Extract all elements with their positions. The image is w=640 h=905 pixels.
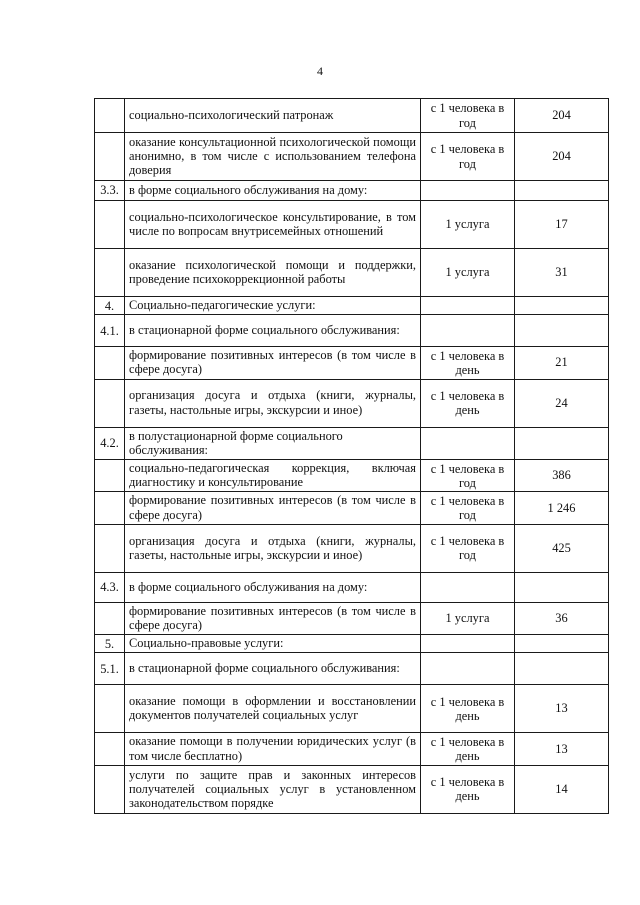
unit-cell bbox=[421, 427, 515, 459]
tariff-value-cell: 31 bbox=[515, 249, 609, 297]
service-description-cell: социально-психологический патронаж bbox=[125, 99, 421, 133]
table-row bbox=[95, 765, 609, 813]
service-description-cell: оказание психологической помощи и поддержки, проведение психокоррекционной работы bbox=[125, 249, 421, 297]
row-number-cell bbox=[95, 347, 125, 379]
table-row bbox=[95, 733, 609, 765]
table-row bbox=[95, 99, 609, 133]
services-table bbox=[94, 98, 609, 814]
tariff-value-cell: 204 bbox=[515, 133, 609, 181]
row-number-cell: 4.3. bbox=[95, 572, 125, 602]
table-row bbox=[95, 635, 609, 653]
service-description-cell: оказание консультационной психологической помощи анонимно, в том числе с использованием телефона доверия bbox=[125, 133, 421, 181]
tariff-value-cell: 1 246 bbox=[515, 492, 609, 524]
unit-cell: с 1 человека в год bbox=[421, 133, 515, 181]
table-row bbox=[95, 427, 609, 459]
unit-cell bbox=[421, 315, 515, 347]
row-number-cell bbox=[95, 460, 125, 492]
tariff-value-cell: 17 bbox=[515, 201, 609, 249]
table-row bbox=[95, 653, 609, 685]
unit-cell: 1 услуга bbox=[421, 201, 515, 249]
tariff-value-cell bbox=[515, 181, 609, 201]
table-row bbox=[95, 201, 609, 249]
table-row bbox=[95, 602, 609, 634]
tariff-value-cell bbox=[515, 572, 609, 602]
tariff-value-cell: 24 bbox=[515, 379, 609, 427]
row-number-cell bbox=[95, 133, 125, 181]
unit-cell bbox=[421, 181, 515, 201]
table-row bbox=[95, 181, 609, 201]
row-number-cell: 4.2. bbox=[95, 427, 125, 459]
service-description-cell: в полустационарной форме социального обслуживания: bbox=[125, 427, 421, 459]
service-description-cell: формирование позитивных интересов (в том числе в сфере досуга) bbox=[125, 492, 421, 524]
table-row bbox=[95, 685, 609, 733]
table-row bbox=[95, 249, 609, 297]
tariff-value-cell bbox=[515, 635, 609, 653]
service-description-cell: социально-педагогическая коррекция, включая диагностику и консультирование bbox=[125, 460, 421, 492]
tariff-value-cell: 13 bbox=[515, 733, 609, 765]
row-number-cell bbox=[95, 379, 125, 427]
services-table-body bbox=[95, 99, 609, 814]
service-description-cell: в стационарной форме социального обслуживания: bbox=[125, 653, 421, 685]
service-description-cell: Социально-правовые услуги: bbox=[125, 635, 421, 653]
tariff-value-cell: 204 bbox=[515, 99, 609, 133]
tariff-value-cell bbox=[515, 297, 609, 315]
tariff-value-cell bbox=[515, 653, 609, 685]
table-row bbox=[95, 460, 609, 492]
row-number-cell: 5.1. bbox=[95, 653, 125, 685]
unit-cell: 1 услуга bbox=[421, 602, 515, 634]
row-number-cell bbox=[95, 249, 125, 297]
row-number-cell: 3.3. bbox=[95, 181, 125, 201]
table-row bbox=[95, 347, 609, 379]
service-description-cell: Социально-педагогические услуги: bbox=[125, 297, 421, 315]
service-description-cell: организация досуга и отдыха (книги, журналы, газеты, настольные игры, экскурсии и иное) bbox=[125, 524, 421, 572]
tariff-value-cell bbox=[515, 427, 609, 459]
service-description-cell: оказание помощи в получении юридических услуг (в том числе бесплатно) bbox=[125, 733, 421, 765]
service-description-cell: социально-психологическое консультирование, в том числе по вопросам внутрисемейных отношений bbox=[125, 201, 421, 249]
unit-cell: с 1 человека в год bbox=[421, 99, 515, 133]
unit-cell bbox=[421, 572, 515, 602]
service-description-cell: формирование позитивных интересов (в том числе в сфере досуга) bbox=[125, 347, 421, 379]
tariff-value-cell: 386 bbox=[515, 460, 609, 492]
row-number-cell: 4. bbox=[95, 297, 125, 315]
unit-cell: с 1 человека в день bbox=[421, 379, 515, 427]
row-number-cell: 5. bbox=[95, 635, 125, 653]
unit-cell: с 1 человека в день bbox=[421, 347, 515, 379]
service-description-cell: оказание помощи в оформлении и восстановлении документов получателей социальных услуг bbox=[125, 685, 421, 733]
tariff-value-cell: 425 bbox=[515, 524, 609, 572]
row-number-cell bbox=[95, 524, 125, 572]
service-description-cell: в форме социального обслуживания на дому: bbox=[125, 572, 421, 602]
row-number-cell bbox=[95, 733, 125, 765]
table-row bbox=[95, 524, 609, 572]
tariff-value-cell: 36 bbox=[515, 602, 609, 634]
service-description-cell: услуги по защите прав и законных интересов получателей социальных услуг в установленном законодательством порядке bbox=[125, 765, 421, 813]
tariff-value-cell: 14 bbox=[515, 765, 609, 813]
row-number-cell bbox=[95, 492, 125, 524]
unit-cell bbox=[421, 653, 515, 685]
row-number-cell bbox=[95, 685, 125, 733]
service-description-cell: в форме социального обслуживания на дому: bbox=[125, 181, 421, 201]
unit-cell: с 1 человека в год bbox=[421, 460, 515, 492]
unit-cell: с 1 человека в год bbox=[421, 492, 515, 524]
page-number: 4 bbox=[317, 64, 323, 78]
unit-cell: с 1 человека в год bbox=[421, 524, 515, 572]
row-number-cell bbox=[95, 765, 125, 813]
unit-cell: с 1 человека в день bbox=[421, 765, 515, 813]
service-description-cell: в стационарной форме социального обслуживания: bbox=[125, 315, 421, 347]
service-description-cell: формирование позитивных интересов (в том числе в сфере досуга) bbox=[125, 602, 421, 634]
table-row bbox=[95, 492, 609, 524]
table-row bbox=[95, 572, 609, 602]
tariff-value-cell: 13 bbox=[515, 685, 609, 733]
unit-cell: с 1 человека в день bbox=[421, 733, 515, 765]
tariff-value-cell: 21 bbox=[515, 347, 609, 379]
tariff-value-cell bbox=[515, 315, 609, 347]
row-number-cell bbox=[95, 602, 125, 634]
table-row bbox=[95, 133, 609, 181]
row-number-cell: 4.1. bbox=[95, 315, 125, 347]
table-row bbox=[95, 315, 609, 347]
row-number-cell bbox=[95, 99, 125, 133]
unit-cell bbox=[421, 635, 515, 653]
unit-cell: с 1 человека в день bbox=[421, 685, 515, 733]
service-description-cell: организация досуга и отдыха (книги, журналы, газеты, настольные игры, экскурсии и иное) bbox=[125, 379, 421, 427]
unit-cell bbox=[421, 297, 515, 315]
table-row bbox=[95, 379, 609, 427]
unit-cell: 1 услуга bbox=[421, 249, 515, 297]
row-number-cell bbox=[95, 201, 125, 249]
table-row bbox=[95, 297, 609, 315]
